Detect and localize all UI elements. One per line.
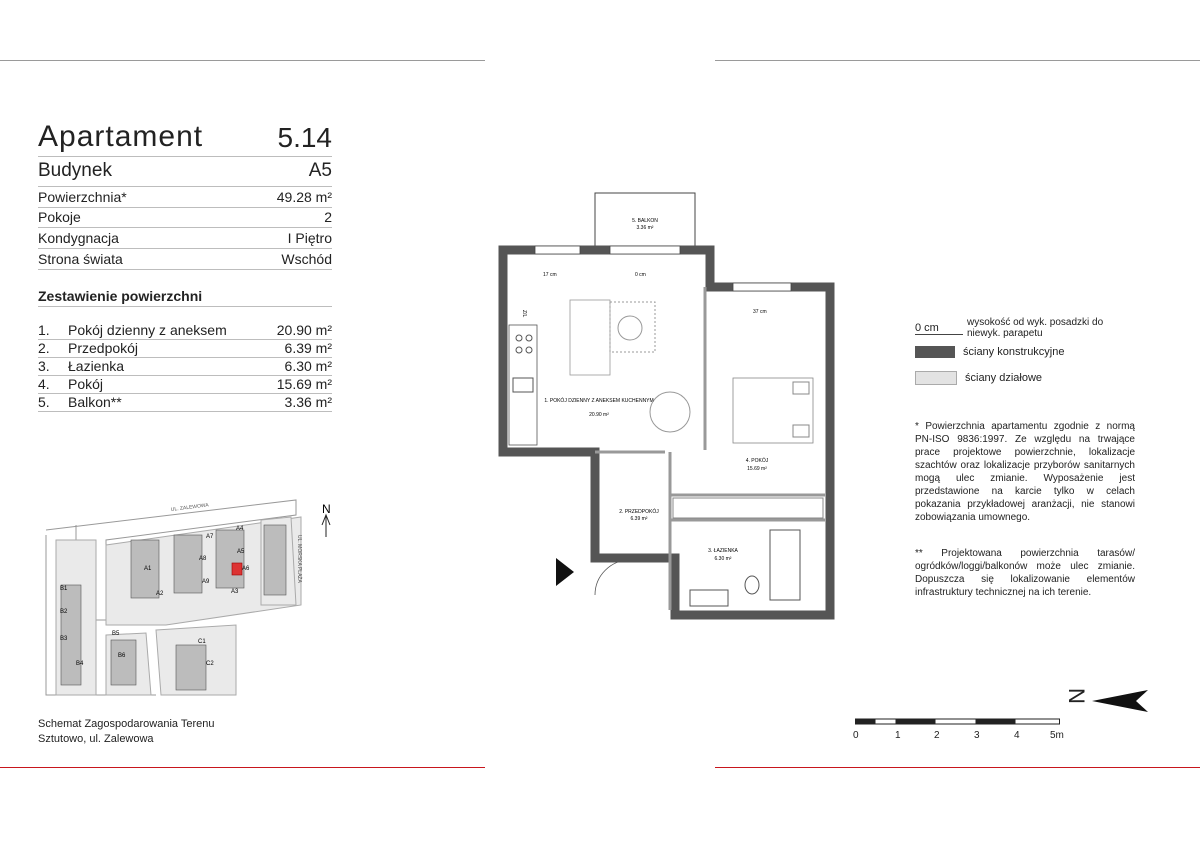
- compass-label: N: [1063, 688, 1089, 704]
- structural-swatch: [915, 346, 955, 358]
- item-number: 4.: [38, 376, 50, 392]
- building-block: [176, 645, 206, 690]
- site-plan: [36, 495, 346, 705]
- summary-item: [38, 340, 332, 358]
- room-area: 3.36 m²: [636, 225, 654, 231]
- detail-label: Budynek: [38, 160, 112, 181]
- building-block: [111, 640, 136, 685]
- entrance-marker-icon: [556, 558, 576, 586]
- building-label: A1: [144, 566, 152, 572]
- building-label: B3: [60, 636, 68, 642]
- summary-item: [38, 394, 332, 412]
- summary-list: [38, 322, 332, 412]
- bathtub: [770, 530, 800, 600]
- bedside-table: [793, 425, 809, 437]
- north-label: N: [322, 502, 331, 516]
- floor-plan: [495, 190, 840, 620]
- building-label: B6: [118, 653, 126, 659]
- item-area: 20.90 m²: [276, 322, 332, 338]
- window: [733, 283, 791, 291]
- building-label: B2: [60, 609, 68, 615]
- legend-structural-text: ściany konstrukcyjne: [963, 346, 1065, 358]
- item-area: 6.39 m²: [284, 340, 332, 356]
- item-area: 6.30 m²: [284, 358, 332, 374]
- room-label: 4. POKÓJ: [745, 458, 769, 464]
- scale-label: 5m: [1050, 730, 1064, 741]
- note-area: * Powierzchnia apartamentu zgodnie z normą PN-ISO 9836:1997. Ze względu na trwające prace projektowe powierzchnie, lokalizacje szachtów oraz lokalizacje przyborów sanitarnych mogą ulec zmianie. Wyposażenie jest przedstawione na karcie tylko w celach pokazania przykładowej aranżacji, nie stanowi zobowiązania umownego.: [915, 421, 1135, 523]
- detail-row-orientation: [38, 251, 332, 270]
- detail-value: I Piętro: [287, 230, 332, 246]
- item-name: Pokój dzienny z aneksem: [68, 322, 227, 338]
- summary-item: [38, 376, 332, 394]
- top-rule-right: [715, 60, 1200, 61]
- item-name: Łazienka: [68, 358, 125, 374]
- sill-height: 17 cm: [543, 272, 557, 278]
- bedside-table: [793, 382, 809, 394]
- fridge-label: Z/L: [521, 310, 527, 318]
- building-label: B1: [60, 586, 68, 592]
- top-rule-left: [0, 60, 485, 61]
- apartment-number: 5.14: [277, 122, 332, 153]
- detail-row-floor: [38, 230, 332, 249]
- item-name: Pokój: [68, 376, 104, 392]
- street-label: UL. ZALEWOWA: [170, 502, 210, 513]
- window: [610, 246, 680, 254]
- detail-value: A5: [308, 160, 332, 181]
- summary-item: [38, 358, 332, 376]
- building-label: B4: [76, 661, 84, 667]
- item-number: 5.: [38, 394, 50, 410]
- detail-label: Kondygnacja: [38, 230, 119, 246]
- detail-row-rooms: [38, 209, 332, 228]
- north-arrow-icon: [322, 515, 330, 537]
- summary-heading: Zestawienie powierzchni: [38, 288, 203, 304]
- building-block: [264, 525, 286, 595]
- note-balcony: ** Projektowana powierzchnia tarasów/ ogródków/loggi/balkonów może ulec zmianie. Dopuszcza się lokalizowanie elementów infrastruktury technicznej na ich terenie.: [915, 548, 1135, 598]
- building-label: A7: [206, 534, 214, 540]
- scale-label: 1: [895, 730, 901, 741]
- building-label: C2: [206, 661, 214, 667]
- entrance-door: [595, 560, 630, 595]
- window: [535, 246, 580, 254]
- scale-label: 0: [853, 730, 859, 741]
- bottom-rule-left: [0, 767, 485, 768]
- structural-walls: [503, 250, 830, 615]
- building-label: A3: [231, 589, 239, 595]
- building-block-highlight: [232, 563, 242, 575]
- coffee-table: [618, 316, 642, 340]
- building-label: A5: [237, 549, 245, 555]
- building-block: [174, 535, 202, 593]
- toilet: [745, 576, 759, 594]
- room-area: 20.90 m²: [589, 412, 609, 418]
- item-number: 3.: [38, 358, 50, 374]
- building-label: A6: [242, 566, 250, 572]
- detail-value: Wschód: [281, 251, 332, 267]
- detail-row-building: [38, 160, 332, 187]
- sill-height: 37 cm: [753, 309, 767, 315]
- item-number: 2.: [38, 340, 50, 356]
- room-label: 2. PRZEDPOKÓJ: [619, 509, 659, 515]
- item-number: 1.: [38, 322, 50, 338]
- page-title: Apartament: [38, 120, 204, 153]
- detail-row-area: [38, 189, 332, 208]
- detail-value: 2: [324, 209, 332, 225]
- bottom-rule-right: [715, 767, 1200, 768]
- summary-underline: [38, 306, 332, 307]
- site-plan-caption-1: Schemat Zagospodarowania Terenu: [38, 718, 215, 730]
- room-area: 6.30 m²: [714, 556, 732, 562]
- detail-label: Strona świata: [38, 251, 123, 267]
- sofa: [570, 300, 610, 375]
- building-label: A2: [156, 591, 164, 597]
- legend-partition: [915, 371, 1042, 385]
- building-label: A9: [202, 579, 210, 585]
- detail-value: 49.28 m²: [276, 189, 332, 205]
- wardrobe: [673, 498, 823, 518]
- detail-label: Powierzchnia*: [38, 189, 127, 205]
- legend-sill-text: wysokość od wyk. posadzki do niewyk. parapetu: [967, 317, 1104, 339]
- item-name: Balkon**: [68, 394, 122, 410]
- washbasin: [690, 590, 728, 606]
- scale-label: 4: [1014, 730, 1020, 741]
- street-label: UL. MORSKA PLAŻA: [296, 535, 302, 583]
- sill-height: 0 cm: [635, 272, 646, 278]
- bed: [733, 378, 813, 443]
- item-name: Przedpokój: [68, 340, 139, 356]
- room-label: 3. ŁAZIENKA: [708, 548, 738, 554]
- legend-partition-text: ściany działowe: [965, 372, 1043, 384]
- title-underline: [38, 156, 332, 157]
- detail-label: Pokoje: [38, 209, 81, 225]
- room-label: 5. BALKON: [632, 218, 658, 224]
- item-area: 3.36 m²: [284, 394, 332, 410]
- scale-label: 3: [974, 730, 980, 741]
- building-label: B5: [112, 631, 120, 637]
- room-area: 6.39 m²: [630, 516, 648, 522]
- partition-swatch: [915, 371, 957, 385]
- dining-table: [650, 392, 690, 432]
- summary-item: [38, 322, 332, 340]
- room-area: 15.69 m²: [747, 466, 767, 472]
- rug: [610, 302, 655, 352]
- legend-sill: [915, 317, 1137, 339]
- legend-sill-value: 0 cm: [915, 322, 963, 335]
- scale-label: 2: [934, 730, 940, 741]
- legend-structural: [915, 346, 1065, 358]
- building-label: A8: [199, 556, 207, 562]
- site-plan-caption-2: Sztutowo, ul. Zalewowa: [38, 733, 154, 745]
- item-area: 15.69 m²: [276, 376, 332, 392]
- scale-bar: [855, 718, 1060, 728]
- building-label: C1: [198, 639, 206, 645]
- building-block: [216, 530, 244, 588]
- building-label: A4: [236, 526, 244, 532]
- room-label: 1. POKÓJ DZIENNY Z ANEKSEM KUCHENNYM: [544, 398, 654, 404]
- compass-arrow-icon: [1092, 688, 1150, 714]
- building-block: [61, 585, 81, 685]
